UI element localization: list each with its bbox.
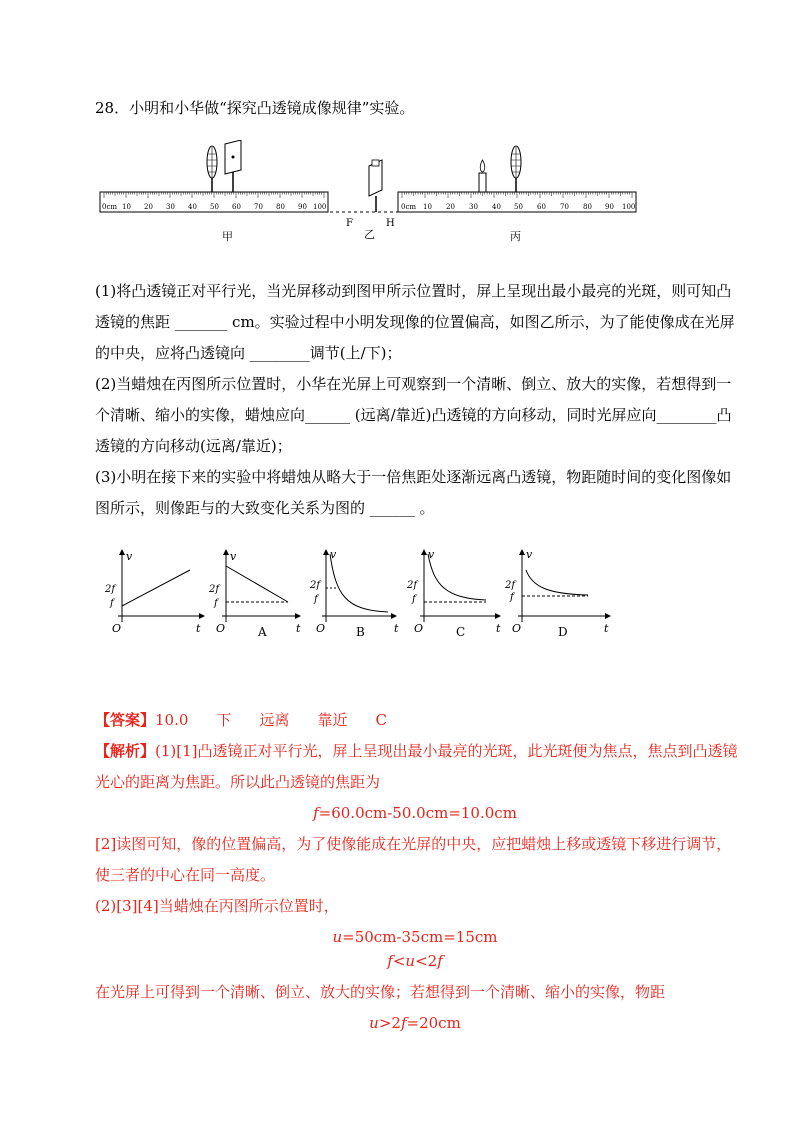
question-title: 28．小明和小华做“探究凸透镜成像规律”实验。 xyxy=(95,99,415,117)
analysis-line-2: 光心的距离为焦距。所以此凸透镜的焦距为 xyxy=(95,773,381,791)
axis-t-label: t xyxy=(296,622,301,635)
tick-label: 70 xyxy=(560,203,569,211)
figure-label-yi: 乙 xyxy=(364,228,375,241)
tick-label: 100 xyxy=(622,203,636,211)
tick-label: 30 xyxy=(166,203,175,211)
axis-v-label: v xyxy=(126,550,133,563)
q-part3-line2: 图所示，则像距与的大致变化关系为图的 ______ 。 xyxy=(95,499,435,517)
analysis-label: 【解析】 xyxy=(95,742,156,760)
axis-f-label: f xyxy=(314,594,318,605)
tick-label: 0cm xyxy=(102,203,118,211)
tick-label: 0cm xyxy=(401,203,417,211)
axis-2f-label: 2f xyxy=(505,580,516,591)
axis-f-label: f xyxy=(110,598,114,609)
option-label-C: C xyxy=(456,625,466,639)
axis-2f-label: 2f xyxy=(209,584,220,595)
analysis-text-1: (1)[1]凸透镜正对平行光，屏上呈现出最小最亮的光斑，此光斑便为焦点，焦点到凸透镜 xyxy=(155,742,738,760)
answer-line xyxy=(95,710,735,730)
axis-f-label: f xyxy=(510,592,514,603)
eq-var-f: f xyxy=(313,804,319,822)
tick-label: 60 xyxy=(537,203,546,211)
point-F-label: F xyxy=(346,218,353,229)
axis-t-label: t xyxy=(394,622,399,635)
ineq-f2: f xyxy=(437,952,443,970)
lens-bing xyxy=(511,146,521,192)
q-part2-line3: 透镜的方向移动(远离/靠近)； xyxy=(95,437,292,455)
tick-label: 10 xyxy=(423,203,432,211)
origin-label: O xyxy=(512,622,522,635)
tick-label: 10 xyxy=(122,203,131,211)
ineq-f: f xyxy=(387,952,393,970)
answer-value-1: 10.0 xyxy=(155,711,189,729)
ineq-u: u xyxy=(405,952,416,970)
equation-focal-length xyxy=(95,803,735,823)
q-part2-line1: (2)当蜡烛在丙图所示位置时，小华在光屏上可观察到一个清晰、倒立、放大的实像，若想得到一 xyxy=(95,375,732,393)
option-label-B: B xyxy=(356,625,365,639)
inequality-f-u-2f xyxy=(95,951,735,971)
ruler-bing xyxy=(398,146,636,243)
tick-label: 90 xyxy=(298,203,307,211)
tick-label: 90 xyxy=(605,203,614,211)
axis-v-label: v xyxy=(428,548,435,561)
q-part1-line3: 的中央，应将凸透镜向 ________调节(上/下)； xyxy=(95,344,402,362)
axis-2f-label: 2f xyxy=(407,580,418,591)
ineq-gt: >2 xyxy=(378,1014,401,1032)
equation-object-distance xyxy=(95,927,735,947)
figure-label-bing: 丙 xyxy=(510,230,521,243)
tick-label: 80 xyxy=(583,203,592,211)
tick-label: 40 xyxy=(492,203,501,211)
axis-f-label: f xyxy=(214,598,218,609)
axis-f-label: f xyxy=(412,594,416,605)
screen-jia xyxy=(225,140,241,192)
answer-label: 【答案】 xyxy=(95,711,156,729)
answer-value-4: 靠近 xyxy=(317,711,348,729)
inequality-u-gt-2f xyxy=(95,1013,735,1033)
graph-option-D xyxy=(504,548,610,639)
graph-option-C xyxy=(406,548,501,639)
q-part2-line2: 个清晰、缩小的实像，蜡烛应向______ (远离/靠近)凸透镜的方向移动，同时光屏应向________凸 xyxy=(95,406,732,424)
analysis-line-3: [2]读图可知，像的位置偏高，为了使像能成在光屏的中央，应把蜡烛上移或透镜下移进行调节， xyxy=(95,835,732,853)
tick-label: 30 xyxy=(469,203,478,211)
tick-label: 70 xyxy=(254,203,263,211)
ineq-rest: =20cm xyxy=(406,1014,461,1032)
tick-label: 40 xyxy=(188,203,197,211)
graph-option-A xyxy=(208,550,301,639)
q-part1-line2: 透镜的焦距 _______ cm。实验过程中小明发现像的位置偏高，如图乙所示，为了能使像成在光屏 xyxy=(95,313,735,331)
q-part3-line1: (3)小明在接下来的实验中将蜡烛从略大于一倍焦距处逐渐远离凸透镜，物距随时间的变化图像如 xyxy=(95,468,732,486)
axis-2f-label: 2f xyxy=(310,580,321,591)
tick-label: 80 xyxy=(276,203,285,211)
graph-option-B xyxy=(309,548,399,639)
axis-t-label: t xyxy=(496,622,501,635)
ineq-f: f xyxy=(400,1014,407,1032)
tick-label: 60 xyxy=(232,203,241,211)
ineq-lt: < xyxy=(392,952,406,970)
option-label-A: A xyxy=(258,625,267,639)
candle-bing xyxy=(479,160,486,192)
analysis-line-5: (2)[3][4]当蜡烛在丙图所示位置时， xyxy=(95,897,339,915)
eq-rest: =60.0cm-50.0cm=10.0cm xyxy=(318,804,517,822)
answer-value-2: 下 xyxy=(216,711,232,729)
tick-label: 50 xyxy=(514,203,523,211)
q-part1-line1: (1)将凸透镜正对平行光，当光屏移动到图甲所示位置时，屏上呈现出最小最亮的光斑，则可知凸 xyxy=(95,282,732,300)
ineq-lt2: <2 xyxy=(415,952,438,970)
tick-label: 20 xyxy=(144,203,153,211)
answer-value-5: C xyxy=(375,711,387,729)
graph-options xyxy=(0,540,800,650)
figure-yi xyxy=(330,160,398,241)
lens-jia xyxy=(207,146,217,192)
analysis-line-6: 在光屏上可得到一个清晰、倒立、放大的实像；若想得到一个清晰、缩小的实像，物距 xyxy=(95,983,666,1001)
ruler-jia xyxy=(100,140,328,243)
graph-u-t xyxy=(104,550,204,635)
point-H-label: H xyxy=(386,218,395,229)
origin-label: O xyxy=(216,622,226,635)
axis-2f-label: 2f xyxy=(105,584,116,595)
eq-var-u: u xyxy=(332,928,343,946)
analysis-line-4: 使三者的中心在同一高度。 xyxy=(95,866,276,884)
figure-label-jia: 甲 xyxy=(222,230,233,243)
tick-label: 100 xyxy=(313,203,327,211)
origin-label: O xyxy=(316,622,326,635)
origin-label: O xyxy=(414,622,424,635)
eq-rest: =50cm-35cm=15cm xyxy=(342,928,498,946)
axis-t-label: t xyxy=(604,622,609,635)
axis-v-label: v xyxy=(230,550,237,563)
axis-v-label: v xyxy=(330,548,337,561)
option-label-D: D xyxy=(558,625,568,639)
ineq-u: u xyxy=(369,1014,379,1032)
axis-t-label: t xyxy=(196,622,201,635)
analysis-line-1 xyxy=(95,741,738,761)
tick-label: 50 xyxy=(210,203,219,211)
axis-v-label: v xyxy=(526,548,533,561)
optical-bench-figure xyxy=(0,140,800,300)
answer-value-3: 远离 xyxy=(259,711,290,729)
tick-label: 20 xyxy=(446,203,455,211)
origin-label: O xyxy=(112,622,122,635)
